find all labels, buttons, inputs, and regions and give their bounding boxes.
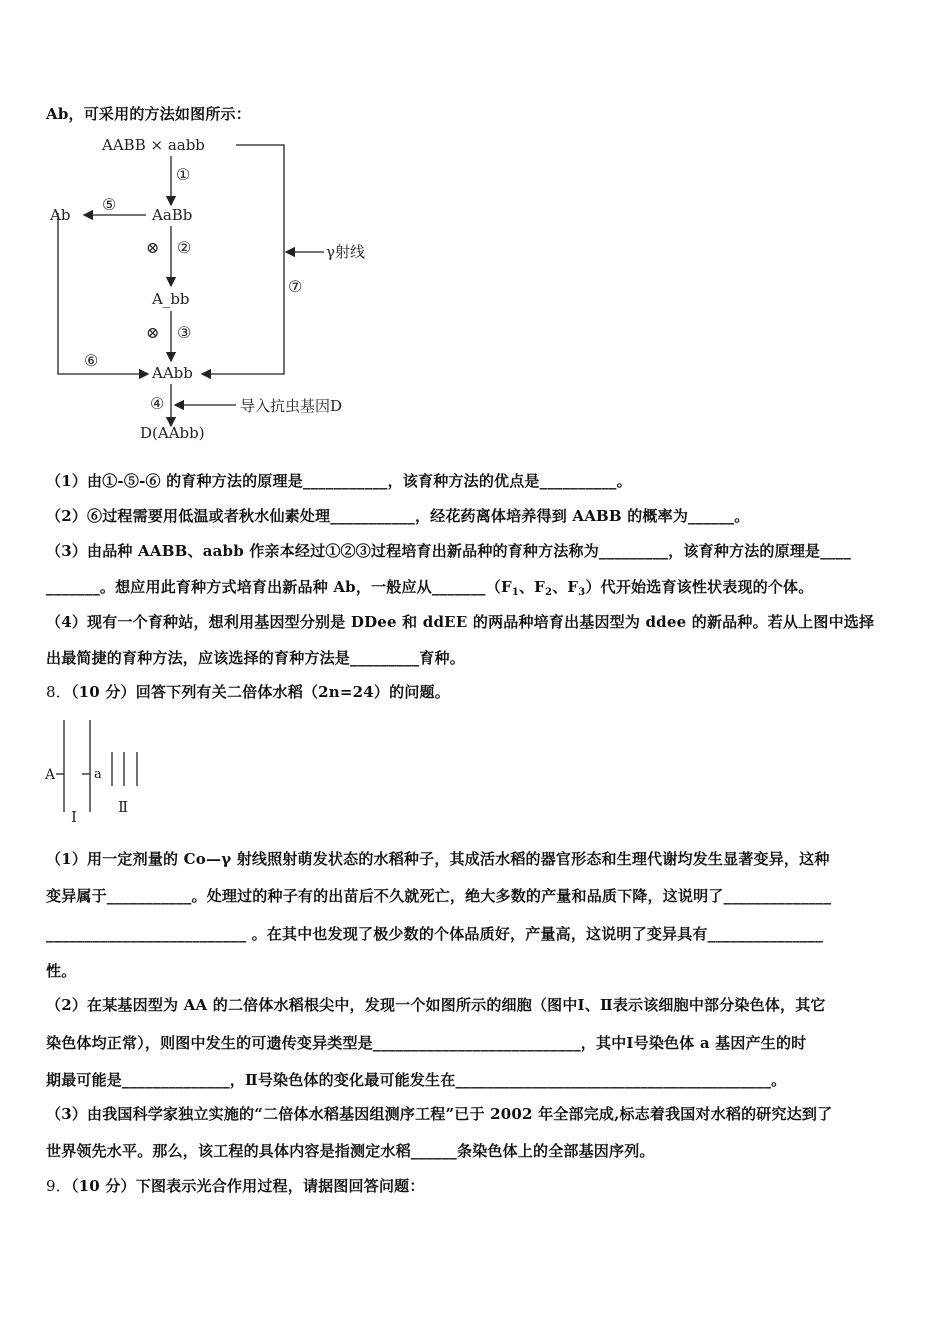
parents-label: AABB × aabb [102, 136, 205, 154]
q8-part2-line1: （2）在某基因型为 AA 的二倍体水稻根尖中，发现一个如图所示的细胞（图中Ⅰ、Ⅱ表示该细胞中部分染色体，其它 [46, 996, 826, 1014]
gamma-label: γ射线 [326, 243, 365, 261]
intermediate-label: A_bb [152, 290, 190, 308]
gamma-loop-line [202, 145, 284, 374]
q8-heading [46, 681, 450, 702]
q7-part4-line1: （4）现有一个育种站，想利用基因型分别是 DDee 和 ddEE 的两品种培育出基因型为 ddee 的新品种。若从上图中选择 [46, 613, 875, 631]
q8-number: 8． [46, 683, 71, 701]
step1-label: ① [176, 165, 191, 184]
label-I: I [71, 808, 77, 826]
gene-A-label: A [45, 767, 56, 783]
step2-label: ② [177, 238, 192, 257]
q7-part3-line2: _______。想应用此育种方式培育出新品种 Ab，一般应从$\_\_\_\_\_\_\_(F_1$、$F_2$、$F_3$）代开始选育该性状表现的个体。 [46, 578, 814, 598]
q8-part2-line3: 期最可能是______________，Ⅱ号染色体的变化最可能发生在_________________________________________。 [46, 1071, 787, 1089]
q9-number: 9． [46, 1177, 71, 1195]
step3-label: ③ [177, 323, 192, 342]
q8-part1-line2: 变异属于___________。处理过的种子有的出苗后不久就死亡，绝大多数的产量和品质下降，这说明了______________ [46, 887, 832, 905]
q8-part2-line2: 染色体均正常），则图中发生的可遗传变异类型是___________________________，其中Ⅰ号染色体 a 基因产生的时 [46, 1034, 807, 1052]
q8-part3-line1: （3）由我国科学家独立实施的“二倍体水稻基因组测序工程”已于 2002 年全部完成,标志着我国对水稻的研究达到了 [46, 1105, 833, 1123]
arrow-step6 [58, 213, 148, 374]
gene-import-label: 导入抗虫基因D [240, 397, 343, 415]
step7-label: ⑦ [288, 277, 303, 296]
q8-part1-line3: __________________________ 。在其中也发现了极少数的个体品质好，产量高，这说明了变异具有_______________ [46, 925, 824, 943]
self-symbol-2: ⊗ [146, 323, 160, 342]
self-symbol-1: ⊗ [146, 238, 160, 257]
product-label: D(AAbb) [140, 424, 205, 442]
q7-part4-line2: 出最简捷的育种方法，应该选择的育种方法是_________育种。 [46, 649, 465, 667]
q9-title: （10 分）下图表示光合作用过程，请据图回答问题： [70, 1177, 425, 1195]
chromosome-diagram [40, 716, 160, 826]
q8-part3-line2: 世界领先水平。那么，该工程的具体内容是指测定水稻______条染色体上的全部基因序列。 [46, 1142, 655, 1160]
intro-text: Ab，可采用的方法如图所示： [46, 105, 251, 123]
gene-a-label: a [94, 767, 102, 782]
q9-heading [46, 1175, 425, 1196]
q8-part1-line4: 性。 [46, 962, 77, 980]
q8-part1-line1: （1）用一定剂量的 Co—γ 射线照射萌发状态的水稻种子，其成活水稻的器官形态和生理代谢均发生显著变异，这种 [46, 850, 830, 868]
label-II: Ⅱ [118, 798, 129, 816]
step4-label: ④ [150, 394, 165, 413]
q8-title: （10 分）回答下列有关二倍体水稻（2n=24）的问题。 [70, 683, 450, 701]
q7-part3-line1: （3）由品种 AABB、aabb 作亲本经过①②③过程培育出新品种的育种方法称为_________，该育种方法的原理是____ [46, 542, 852, 560]
homozygote-label: AAbb [152, 364, 193, 382]
breeding-diagram [40, 128, 400, 448]
target-ab-label: Ab [50, 206, 71, 224]
f1-label: AaBb [152, 206, 193, 224]
q7-part1: （1）由①-⑤-⑥ 的育种方法的原理是___________，该育种方法的优点是__________。 [46, 472, 632, 490]
q7-part2: （2）⑥过程需要用低温或者秋水仙素处理___________，经花药离体培养得到 AABB 的概率为______。 [46, 507, 750, 525]
step6-label: ⑥ [84, 351, 99, 370]
step5-label: ⑤ [102, 195, 117, 214]
